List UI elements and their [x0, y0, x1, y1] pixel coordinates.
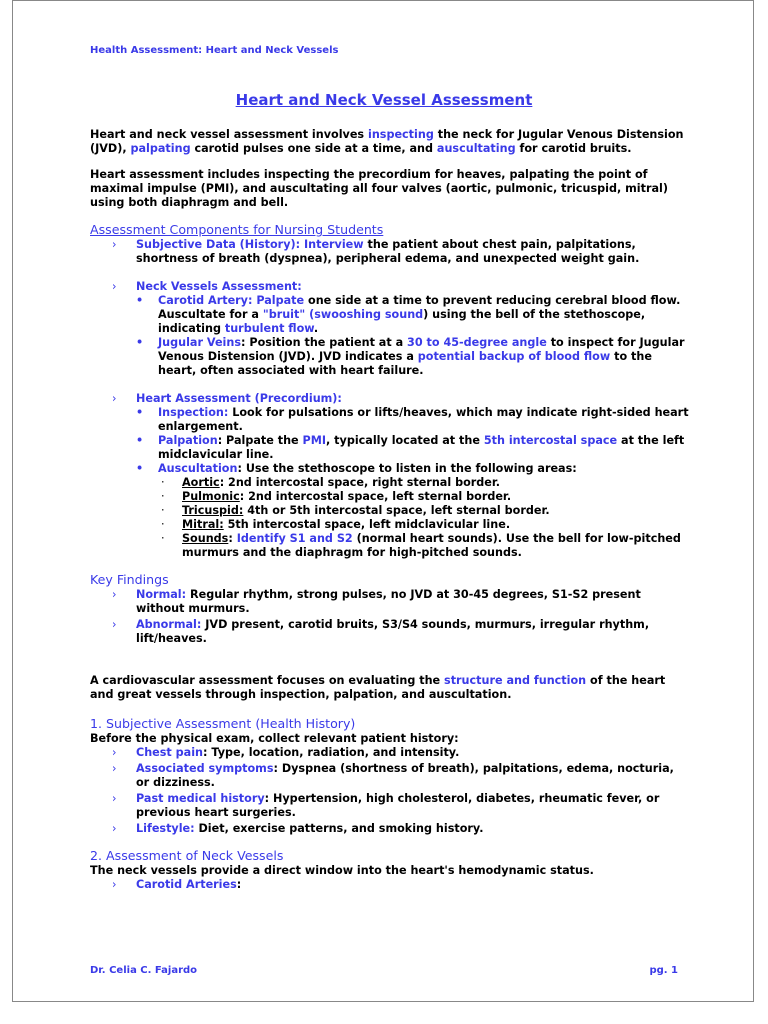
- item-label: Auscultation: [158, 462, 238, 475]
- item-label: Subjective Data (History): Interview: [136, 238, 364, 251]
- text-run: , typically located at the: [326, 434, 484, 447]
- chevron-bullet: ›: [112, 746, 117, 759]
- chevron-bullet: ›: [112, 822, 117, 835]
- list-item-auscultation: [136, 462, 690, 476]
- small-bullet: ·: [161, 476, 165, 489]
- item-text: : Dyspnea (shortness of breath), palpitations, edema, nocturia, or dizziness.: [136, 762, 674, 789]
- item-label: Normal:: [136, 588, 187, 601]
- text-run: of the heart and great vessels through inspection, palpation, and auscultation.: [90, 674, 666, 701]
- area-text: : 2nd intercostal space, left sternal border.: [239, 490, 512, 503]
- small-bullet: ·: [161, 504, 165, 517]
- small-bullet: ·: [161, 490, 165, 503]
- text-run: Heart and neck vessel assessment involves: [90, 128, 368, 141]
- term-backup: potential backup of blood flow: [417, 350, 611, 363]
- list-item-past-history: [90, 792, 690, 820]
- item-label: Jugular Veins: [158, 336, 241, 349]
- list-item-jugular: [136, 336, 690, 378]
- list-item-aortic: [90, 476, 690, 490]
- dot-bullet: •: [136, 406, 144, 419]
- neck-vessels-list: [90, 878, 690, 892]
- chevron-bullet: ›: [112, 238, 117, 251]
- text-run: .: [313, 322, 319, 335]
- list-item-tricuspid: [90, 504, 690, 518]
- text-run: (normal heart sounds). Use the bell for low-pitched murmurs and the diaphragm for high-pitched sounds.: [182, 532, 681, 559]
- chevron-bullet: ›: [112, 762, 117, 775]
- list-item-subjective: [90, 238, 690, 266]
- neck-list: [90, 280, 690, 378]
- term-structure-function: structure and function: [444, 674, 587, 687]
- term-s1-s2: Identify S1 and S2: [236, 532, 353, 545]
- list-item-palpation: [136, 434, 690, 462]
- intro-paragraph-1: [90, 128, 690, 156]
- item-label: Carotid Artery: Palpate: [158, 294, 305, 307]
- item-label: Palpation: [158, 434, 218, 447]
- text-run: carotid pulses one side at a time, and: [190, 142, 437, 155]
- valve-areas-list: [90, 476, 690, 560]
- chevron-bullet: ›: [112, 878, 117, 891]
- section-2-intro: The neck vessels provide a direct window into the heart's hemodynamic status.: [90, 864, 594, 877]
- section-2-heading: 2. Assessment of Neck Vessels: [90, 848, 284, 863]
- term-turbulent-flow: turbulent flow: [224, 322, 314, 335]
- item-label: Heart Assessment (Precordium):: [136, 392, 342, 405]
- item-label: Abnormal:: [136, 618, 202, 631]
- area-name: Mitral:: [182, 518, 224, 531]
- item-label: Associated symptoms: [136, 762, 274, 775]
- item-label: Neck Vessels Assessment:: [136, 280, 302, 293]
- term-palpating: palpating: [130, 142, 191, 155]
- item-label: Carotid Arteries: [136, 878, 237, 891]
- item-text: : Hypertension, high cholesterol, diabetes, rheumatic fever, or previous heart surgeries.: [136, 792, 660, 819]
- list-item-abnormal: [90, 618, 690, 646]
- footer-page-number: pg. 1: [649, 965, 678, 976]
- term-pmi: PMI: [302, 434, 327, 447]
- text-run: the neck for Jugular Venous Distension (JVD),: [90, 128, 684, 155]
- text-run: for carotid bruits.: [515, 142, 632, 155]
- list-item-heart: [90, 392, 690, 476]
- item-text: Regular rhythm, strong pulses, no JVD at 30-45 degrees, S1-S2 present without murmurs.: [136, 588, 641, 615]
- item-text: the patient about chest pain, palpitations, shortness of breath (dyspnea), peripheral edema, and unexpected weight gain.: [136, 238, 640, 265]
- text-run: A cardiovascular assessment focuses on evaluating the: [90, 674, 445, 687]
- item-label: Chest pain: [136, 746, 204, 759]
- section-1-heading: 1. Subjective Assessment (Health History): [90, 716, 356, 731]
- chevron-bullet: ›: [112, 588, 117, 601]
- list-item-chest-pain: [90, 746, 690, 760]
- section-1-intro: Before the physical exam, collect relevant patient history:: [90, 732, 459, 745]
- intro-paragraph-2: Heart assessment includes inspecting the precordium for heaves, palpating the point of maximal impulse (PMI), and auscultating all four valves (aortic, pulmonic, tricuspid, mitral) using both diaphragm and bell.: [90, 168, 668, 209]
- text-run: to inspect for Jugular Venous Distension (JVD). JVD indicates a: [158, 336, 685, 363]
- term-angle: 30 to 45-degree angle: [407, 336, 547, 349]
- text-run: :: [228, 532, 237, 545]
- item-text: Diet, exercise patterns, and smoking history.: [194, 822, 484, 835]
- text-run: Look for pulsations or lifts/heaves, which may indicate right-sided heart enlargement.: [158, 406, 689, 433]
- area-text: : 2nd intercostal space, right sternal border.: [219, 476, 501, 489]
- running-header: Health Assessment: Heart and Neck Vessels: [90, 45, 339, 56]
- text-run: ) using the bell of the stethoscope, indicating: [158, 308, 646, 335]
- findings-list: [90, 588, 690, 646]
- text-run: at the left midclavicular line.: [158, 434, 685, 461]
- area-text: 5th intercostal space, left midclavicular line.: [223, 518, 511, 531]
- chevron-bullet: ›: [112, 792, 117, 805]
- area-name: Pulmonic: [182, 490, 240, 503]
- dot-bullet: •: [136, 462, 144, 475]
- list-item-lifestyle: [90, 822, 690, 836]
- list-item-mitral: [90, 518, 690, 532]
- dot-bullet: •: [136, 336, 144, 349]
- area-text: 4th or 5th intercostal space, left sternal border.: [243, 504, 550, 517]
- footer-author: Dr. Celia C. Fajardo: [90, 965, 198, 976]
- term-inspecting: inspecting: [367, 128, 434, 141]
- area-name: Sounds: [182, 532, 229, 545]
- components-list: [90, 238, 690, 266]
- page-title: Heart and Neck Vessel Assessment: [235, 91, 533, 109]
- list-item-inspection: [136, 406, 690, 434]
- term-5th-ics: 5th intercostal space: [483, 434, 618, 447]
- list-item-carotid-arteries: [90, 878, 690, 892]
- list-item-carotid: [136, 294, 690, 336]
- dot-bullet: •: [136, 434, 144, 447]
- area-name: Aortic: [182, 476, 220, 489]
- chevron-bullet: ›: [112, 280, 117, 293]
- chevron-bullet: ›: [112, 392, 117, 405]
- text-run: to the heart, often associated with heart failure.: [158, 350, 652, 377]
- list-item-pulmonic: [90, 490, 690, 504]
- item-label: Past medical history: [136, 792, 265, 805]
- history-list: [90, 746, 690, 836]
- area-name: Tricuspid:: [182, 504, 244, 517]
- item-text: :: [236, 878, 242, 891]
- text-run: one side at a time to prevent reducing cerebral blood flow. Auscultate for a: [158, 294, 681, 321]
- text-run: : Palpate the: [217, 434, 303, 447]
- item-label: Lifestyle:: [136, 822, 195, 835]
- heart-list: [90, 392, 690, 476]
- list-item-associated-symptoms: [90, 762, 690, 790]
- key-findings-heading: Key Findings: [90, 572, 169, 587]
- list-item-sounds: [90, 532, 690, 560]
- chevron-bullet: ›: [112, 618, 117, 631]
- dot-bullet: •: [136, 294, 144, 307]
- item-label: Inspection:: [158, 406, 229, 419]
- heart-sublist: [136, 406, 690, 476]
- text-run: : Position the patient at a: [241, 336, 408, 349]
- term-bruit: "bruit" (swooshing sound: [262, 308, 424, 321]
- list-item-normal: [90, 588, 690, 616]
- list-item-neck: [90, 280, 690, 378]
- small-bullet: ·: [161, 532, 165, 545]
- components-heading: Assessment Components for Nursing Students: [90, 222, 384, 237]
- term-auscultating: auscultating: [436, 142, 516, 155]
- item-text: JVD present, carotid bruits, S3/S4 sounds, murmurs, irregular rhythm, lift/heaves.: [136, 618, 650, 645]
- item-text: : Type, location, radiation, and intensity.: [203, 746, 460, 759]
- document-body: [90, 128, 690, 892]
- text-run: : Use the stethoscope to listen in the following areas:: [237, 462, 577, 475]
- small-bullet: ·: [161, 518, 165, 531]
- neck-sublist: [136, 294, 690, 378]
- cardio-paragraph: [90, 674, 690, 702]
